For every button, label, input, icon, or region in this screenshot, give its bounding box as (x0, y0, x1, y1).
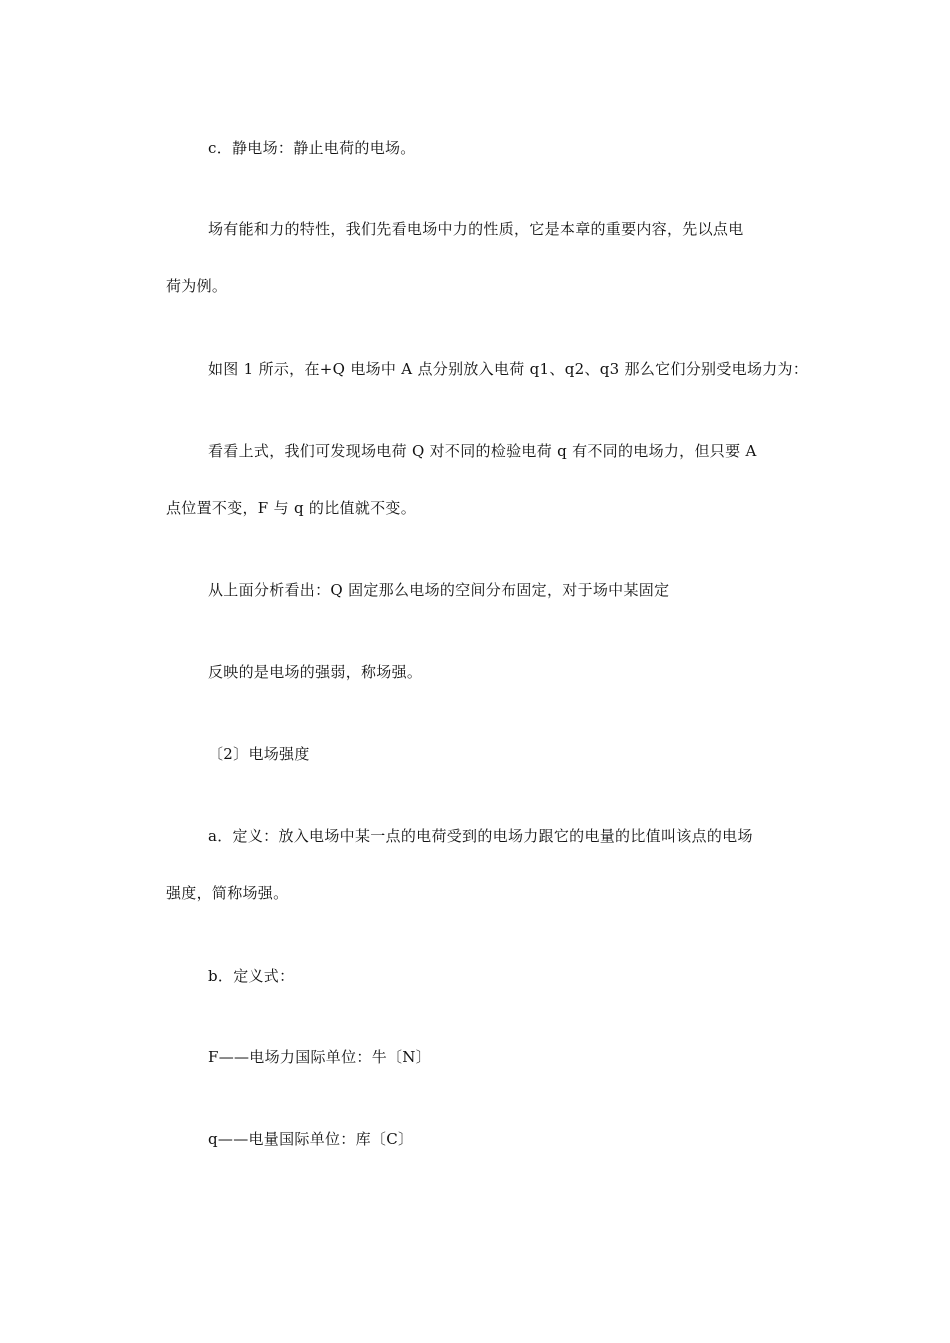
paragraph-definition-line2: 强度，简称场强。 (166, 884, 289, 902)
paragraph-field-strength-reflects: 反映的是电场的强弱，称场强。 (208, 663, 423, 681)
paragraph-static-field: c．静电场：静止电荷的电场。 (208, 139, 416, 157)
paragraph-force-unit: F——电场力国际单位：牛〔N〕 (208, 1048, 432, 1066)
paragraph-field-properties-line1: 场有能和力的特性，我们先看电场中力的性质，它是本章的重要内容，先以点电 (208, 220, 744, 238)
paragraph-observation-line1: 看看上式，我们可发现场电荷 Q 对不同的检验电荷 q 有不同的电场力，但只要 A (208, 442, 757, 460)
paragraph-field-properties-line2: 荷为例。 (166, 277, 228, 295)
paragraph-definition-formula: b．定义式： (208, 967, 295, 985)
paragraph-analysis: 从上面分析看出：Q 固定那么电场的空间分布固定，对于场中某固定 (208, 581, 670, 599)
paragraph-definition-line1: a．定义：放入电场中某一点的电荷受到的电场力跟它的电量的比值叫该点的电场 (208, 827, 753, 845)
section-heading-field-strength: 〔2〕电场强度 (208, 745, 310, 763)
paragraph-observation-line2: 点位置不变，F 与 q 的比值就不变。 (166, 499, 417, 517)
paragraph-charge-unit: q——电量国际单位：库〔C〕 (208, 1130, 414, 1148)
paragraph-figure1: 如图 1 所示，在+Q 电场中 A 点分别放入电荷 q1、q2、q3 那么它们分别受电场力为： (208, 360, 809, 378)
